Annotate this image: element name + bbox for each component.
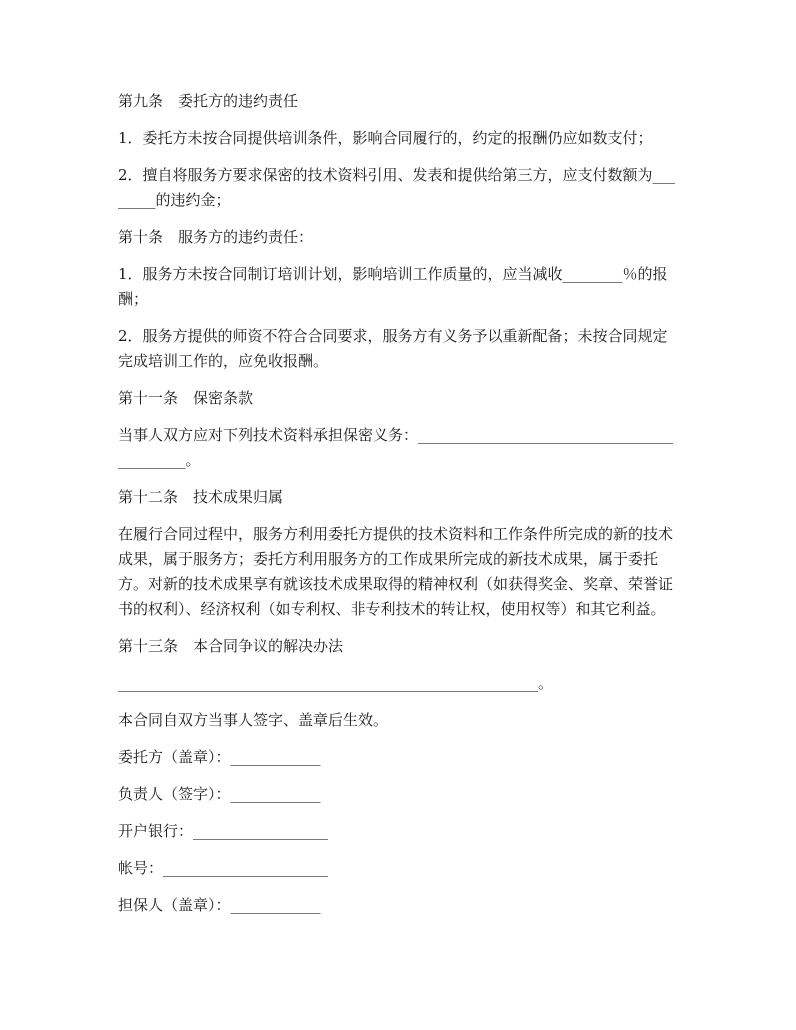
article-9-clause-2: 2．擅自将服务方要求保密的技术资料引用、发表和提供给第三方，应支付数额为________的违约金； xyxy=(118,166,676,209)
article-13-blank: ________________________________________________________。 xyxy=(118,674,554,692)
signature-client-seal: 委托方（盖章）：____________ xyxy=(118,748,321,766)
signature-guarantor-seal: 担保人（盖章）：____________ xyxy=(118,896,321,914)
article-12-body: 在履行合同过程中，服务方利用委托方提供的技术资料和工作条件所完成的新的技术成果，属于服务方；委托方利用服务方的工作成果所完成的新技术成果，属于委托方。对新的技术成果享有就该技术成果取得的精神权利（如获得奖金、奖章、荣誉证书的权利）、经济权利（如专利权、非专利技术的转让权，使用权等）和其它利益。 xyxy=(118,525,674,618)
article-13-heading: 第十三条 本合同争议的解决办法 xyxy=(118,637,344,655)
effective-clause: 本合同自双方当事人签字、盖章后生效。 xyxy=(118,711,389,729)
article-11-body: 当事人双方应对下列技术资料承担保密义务：___________________________________________。 xyxy=(118,426,674,469)
signature-bank: 开户银行：__________________ xyxy=(118,822,329,840)
document-page xyxy=(118,89,678,930)
article-12-heading: 第十二条 技术成果归属 xyxy=(118,488,284,506)
article-9-clause-1: 1．委托方未按合同提供培训条件，影响合同履行的，约定的报酬仍应如数支付； xyxy=(118,129,653,147)
article-11-heading: 第十一条 保密条款 xyxy=(118,389,254,407)
article-10-clause-1: 1．服务方未按合同制订培训计划，影响培训工作质量的，应当减收________％的报酬； xyxy=(118,265,668,308)
signature-account: 帐号：______________________ xyxy=(118,859,329,877)
article-10-heading: 第十条 服务方的违约责任： xyxy=(118,228,314,246)
article-9-heading: 第九条 委托方的违约责任 xyxy=(118,92,299,110)
article-10-clause-2: 2．服务方提供的师资不符合合同要求，服务方有义务予以重新配备；未按合同规定完成培训工作的，应免收报酬。 xyxy=(118,327,668,370)
signature-responsible-person: 负责人（签字）：____________ xyxy=(118,785,321,803)
